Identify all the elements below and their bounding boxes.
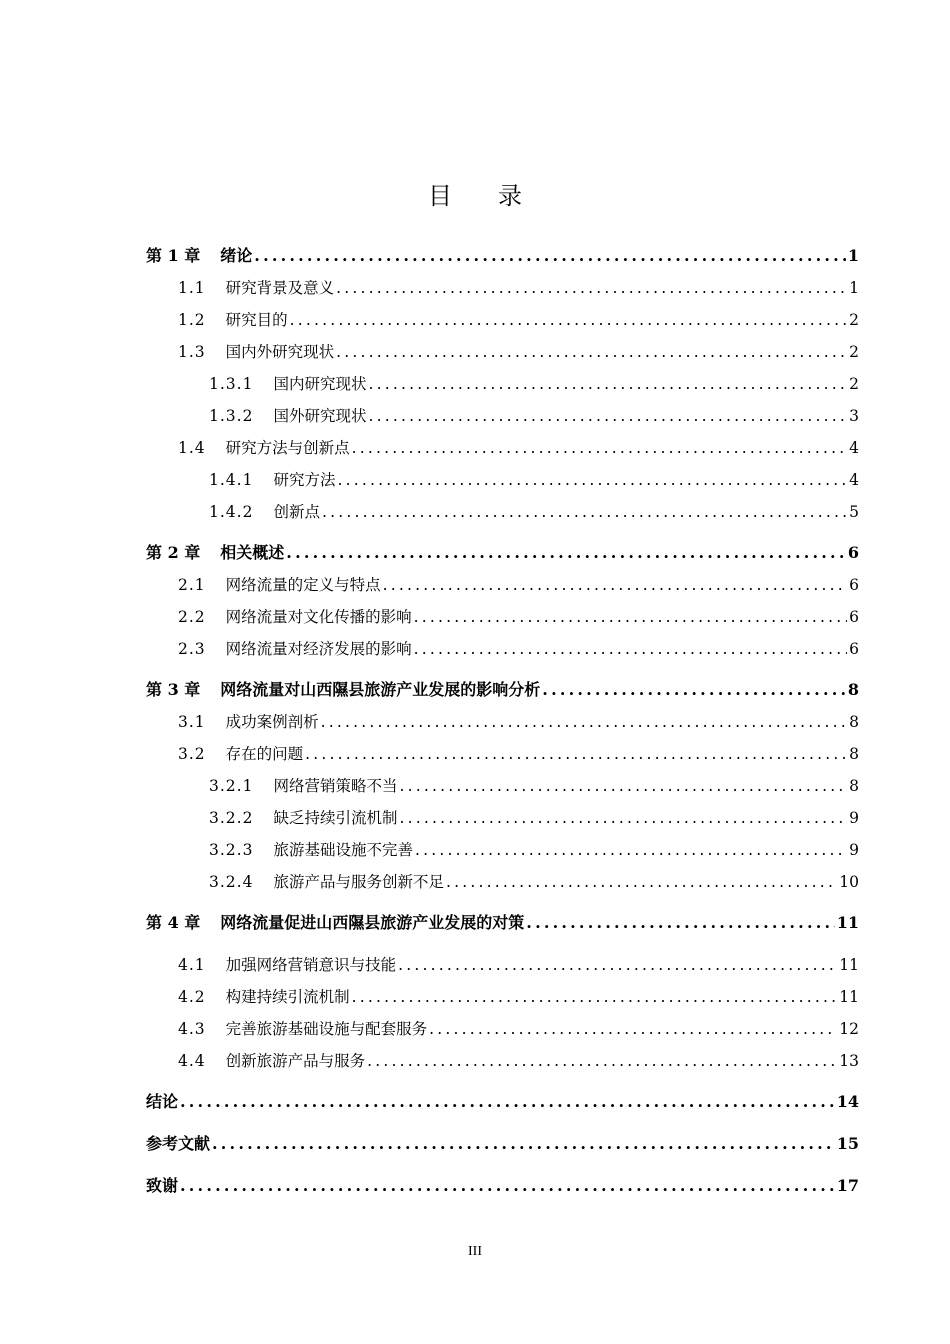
toc-entry[interactable] xyxy=(146,808,859,828)
toc-entry[interactable] xyxy=(146,639,859,659)
toc-entry-page: 13 xyxy=(839,1052,859,1070)
toc-entry-page: 9 xyxy=(849,809,859,827)
toc-entry-number: 4.2 xyxy=(178,988,206,1006)
toc-dot-leader xyxy=(352,987,838,1007)
toc-entry-label: 国内外研究现状 xyxy=(225,343,335,361)
toc-entry-number: 3.2.1 xyxy=(209,777,254,795)
toc-dot-leader xyxy=(336,278,847,298)
toc-entry-label: 网络流量对山西隰县旅游产业发展的影响分析 xyxy=(220,680,541,699)
toc-entry-number: 4.3 xyxy=(178,1020,206,1038)
toc-entry[interactable] xyxy=(146,840,859,860)
toc-entry[interactable] xyxy=(146,246,859,266)
toc-entry-label: 参考文献 xyxy=(146,1134,211,1153)
toc-entry-number: 第 1 章 xyxy=(146,246,201,265)
toc-dot-leader xyxy=(367,1051,837,1071)
toc-entry-number: 3.2.3 xyxy=(209,841,254,859)
toc-entry-page: 14 xyxy=(836,1092,859,1111)
toc-entry[interactable] xyxy=(146,872,859,892)
toc-entry[interactable] xyxy=(146,1051,859,1071)
toc-dot-leader xyxy=(542,680,846,700)
toc-dot-leader xyxy=(180,1092,835,1112)
toc-entry-label: 旅游产品与服务创新不足 xyxy=(273,873,444,891)
toc-entry[interactable] xyxy=(146,342,859,362)
toc-entry-page: 2 xyxy=(849,343,859,361)
toc-entry-page: 4 xyxy=(849,471,859,489)
toc-entry[interactable] xyxy=(146,913,859,933)
toc-entry-number: 3.1 xyxy=(178,713,206,731)
toc-entry-label: 创新点 xyxy=(273,503,320,521)
toc-entry-page: 9 xyxy=(849,841,859,859)
toc-entry-page: 5 xyxy=(849,503,859,521)
toc-dot-leader xyxy=(336,342,847,362)
toc-entry-number: 1.3 xyxy=(178,343,206,361)
toc-entry-number: 第 2 章 xyxy=(146,543,201,562)
toc-entry[interactable] xyxy=(146,310,859,330)
toc-entry-label: 缺乏持续引流机制 xyxy=(273,809,398,827)
toc-entry-page: 17 xyxy=(836,1176,859,1195)
toc-entry[interactable] xyxy=(146,374,859,394)
toc-dot-leader xyxy=(305,744,847,764)
toc-entry-number: 2.1 xyxy=(178,576,206,594)
toc-entry-label: 国内研究现状 xyxy=(273,375,367,393)
toc-entry-number: 3.2 xyxy=(178,745,206,763)
toc-entry-number: 1.4.1 xyxy=(209,471,254,489)
toc-title-first-char: 目 xyxy=(428,182,452,210)
toc-entry-number: 1.1 xyxy=(178,279,206,297)
toc-entry[interactable] xyxy=(146,470,859,490)
toc-dot-leader xyxy=(383,575,847,595)
toc-title xyxy=(0,176,950,211)
toc-entry-label: 结论 xyxy=(146,1092,179,1111)
toc-dot-leader xyxy=(212,1134,835,1154)
toc-entry-number: 1.3.2 xyxy=(209,407,254,425)
toc-entry-number: 第 4 章 xyxy=(146,913,201,932)
toc-entry-page: 6 xyxy=(847,543,859,562)
toc-entry-page: 6 xyxy=(849,640,859,658)
toc-entry-label: 研究方法与创新点 xyxy=(225,439,350,457)
toc-dot-leader xyxy=(368,374,847,394)
toc-entry[interactable] xyxy=(146,278,859,298)
toc-entry-label: 网络流量对文化传播的影响 xyxy=(225,608,412,626)
toc-entry-label: 研究背景及意义 xyxy=(225,279,335,297)
toc-dot-leader xyxy=(368,406,847,426)
toc-entry-page: 11 xyxy=(839,988,859,1006)
toc-entry-number: 1.2 xyxy=(178,311,206,329)
toc-entry[interactable] xyxy=(146,607,859,627)
toc-entry[interactable] xyxy=(146,406,859,426)
toc-entry[interactable] xyxy=(146,502,859,522)
toc-entry-number: 3.2.4 xyxy=(209,873,254,891)
toc-entry-label: 构建持续引流机制 xyxy=(225,988,350,1006)
toc-entry[interactable] xyxy=(146,1019,859,1039)
toc-entry-label: 存在的问题 xyxy=(225,745,304,763)
toc-entry-page: 8 xyxy=(849,777,859,795)
toc-entry[interactable] xyxy=(146,1134,859,1154)
toc-entry-label: 网络流量对经济发展的影响 xyxy=(225,640,412,658)
toc-dot-leader xyxy=(414,639,847,659)
toc-entry-number: 第 3 章 xyxy=(146,680,201,699)
toc-entry-number: 2.3 xyxy=(178,640,206,658)
toc-entry-number: 4.1 xyxy=(178,956,206,974)
toc-entry-page: 12 xyxy=(839,1020,859,1038)
toc-entry-label: 网络流量的定义与特点 xyxy=(225,576,381,594)
toc-entry-number: 1.4 xyxy=(178,439,206,457)
toc-entry[interactable] xyxy=(146,955,859,975)
toc-dot-leader xyxy=(415,840,847,860)
toc-entry-label: 网络流量促进山西隰县旅游产业发展的对策 xyxy=(220,913,525,932)
toc-entry-page: 2 xyxy=(849,311,859,329)
toc-entry-number: 3.2.2 xyxy=(209,809,254,827)
toc-entry-page: 6 xyxy=(849,608,859,626)
toc-dot-leader xyxy=(398,955,837,975)
toc-entry-label: 相关概述 xyxy=(220,543,285,562)
toc-dot-leader xyxy=(254,246,846,266)
toc-entry-page: 3 xyxy=(849,407,859,425)
toc-entry-label: 旅游基础设施不完善 xyxy=(273,841,413,859)
toc-entry[interactable] xyxy=(146,776,859,796)
toc-entry-number: 1.4.2 xyxy=(209,503,254,521)
toc-dot-leader xyxy=(526,913,834,933)
toc-entry-label: 致谢 xyxy=(146,1176,179,1195)
toc-entry-page: 11 xyxy=(836,913,859,932)
toc-entry-page: 6 xyxy=(849,576,859,594)
toc-dot-leader xyxy=(414,607,847,627)
toc-entry-label: 网络营销策略不当 xyxy=(273,777,398,795)
toc-entry-page: 11 xyxy=(839,956,859,974)
toc-entry-number: 4.4 xyxy=(178,1052,206,1070)
toc-entry-label: 完善旅游基础设施与配套服务 xyxy=(225,1020,428,1038)
toc-entry-page: 8 xyxy=(849,713,859,731)
toc-entry-page: 8 xyxy=(847,680,859,699)
toc-entry-page: 4 xyxy=(849,439,859,457)
toc-dot-leader xyxy=(399,776,847,796)
toc-dot-leader xyxy=(286,543,846,563)
toc-entry-label: 创新旅游产品与服务 xyxy=(225,1052,366,1070)
toc-dot-leader xyxy=(290,310,847,330)
toc-dot-leader xyxy=(399,808,847,828)
toc-title-second-char: 录 xyxy=(498,182,522,210)
toc-dot-leader xyxy=(180,1176,835,1196)
toc-entry-number: 2.2 xyxy=(178,608,206,626)
toc-entry[interactable] xyxy=(146,987,859,1007)
toc-entry-page: 15 xyxy=(836,1134,859,1153)
toc-entry[interactable] xyxy=(146,543,859,563)
toc-entry-number: 1.3.1 xyxy=(209,375,254,393)
toc-entry-page: 1 xyxy=(847,246,859,265)
toc-entry[interactable] xyxy=(146,712,859,732)
page-footer-number: III xyxy=(468,1244,482,1259)
toc-entry[interactable] xyxy=(146,1176,859,1196)
toc-entry[interactable] xyxy=(146,744,859,764)
toc-entry[interactable] xyxy=(146,438,859,458)
toc-entry-label: 国外研究现状 xyxy=(273,407,367,425)
toc-entry-label: 加强网络营销意识与技能 xyxy=(225,956,397,974)
toc-entry-label: 绪论 xyxy=(220,246,253,265)
toc-dot-leader xyxy=(446,872,837,892)
toc-entry-page: 8 xyxy=(849,745,859,763)
toc-entry[interactable] xyxy=(146,680,859,700)
toc-entry-page: 10 xyxy=(839,873,859,891)
toc-entry-page: 1 xyxy=(849,279,859,297)
toc-dot-leader xyxy=(352,438,847,458)
toc-dot-leader xyxy=(429,1019,837,1039)
toc-dot-leader xyxy=(321,712,847,732)
toc-entry-page: 2 xyxy=(849,375,859,393)
toc-entry-label: 研究方法 xyxy=(273,471,336,489)
toc-entry-label: 成功案例剖析 xyxy=(225,713,319,731)
toc-entry[interactable] xyxy=(146,575,859,595)
toc-dot-leader xyxy=(337,470,847,490)
toc-dot-leader xyxy=(322,502,847,522)
toc-entry-label: 研究目的 xyxy=(225,311,288,329)
toc-entry[interactable] xyxy=(146,1092,859,1112)
